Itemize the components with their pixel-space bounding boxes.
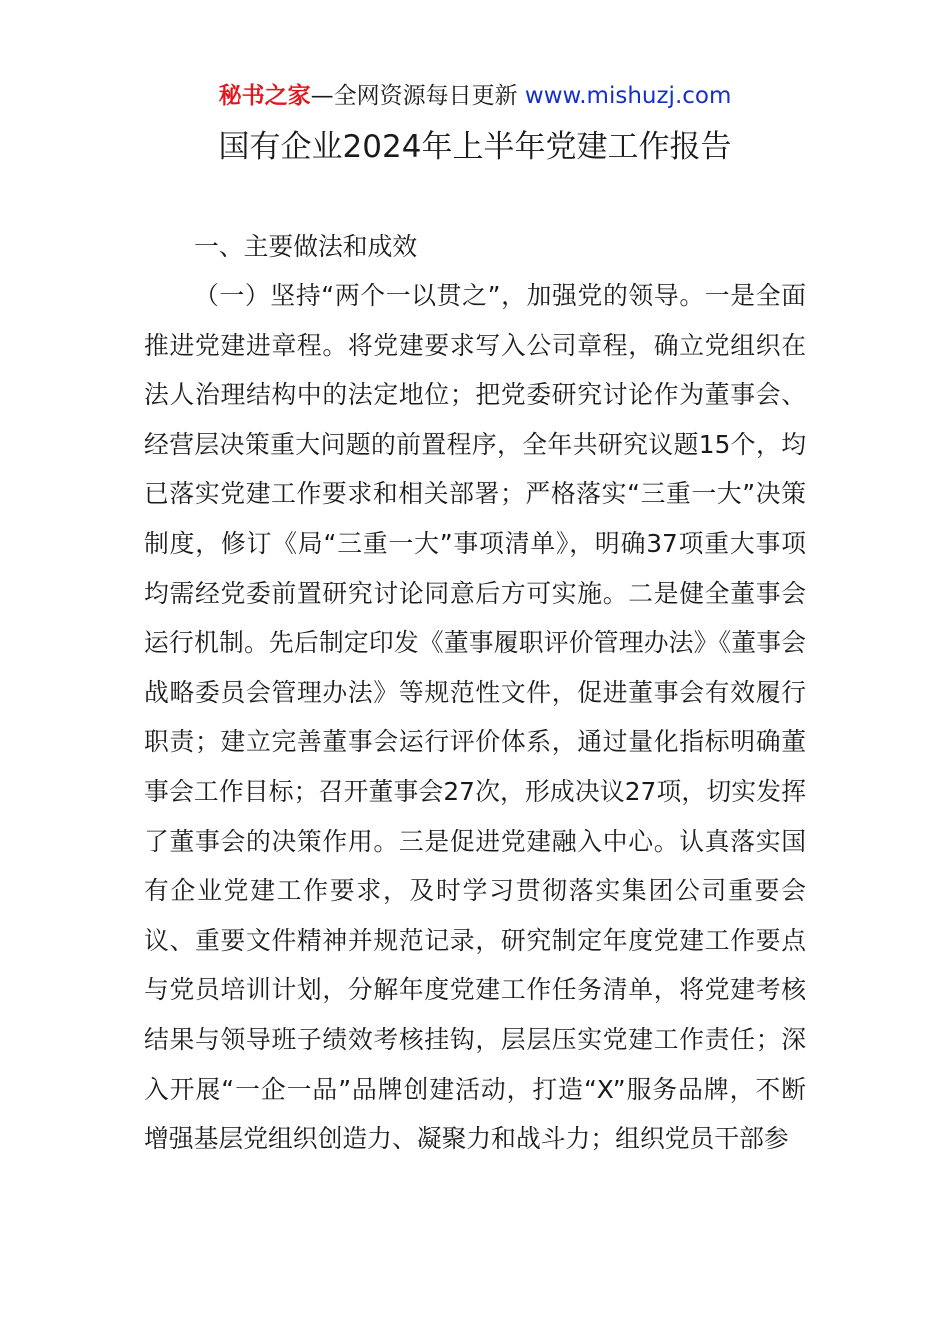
body-paragraph: （一）坚持“两个一以贯之”，加强党的领导。一是全面推进党建进章程。将党建要求写入公司章程，确立党组织在法人治理结构中的法定地位；把党委研究讨论作为董事会、经营层决策重大问题的前置程序，全年共研究议题15个，均已落实党建工作要求和相关部署；严格落实“三重一大”决策制度，修订《局“三重一大”事项清单》，明确37项重大事项均需经党委前置研究讨论同意后方可实施。二是健全董事会运行机制。先后制定印发《董事履职评价管理办法》《董事会战略委员会管理办法》等规范性文件，促进董事会有效履行职责；建立完善董事会运行评价体系，通过量化指标明确董事会工作目标；召开董事会27次，形成决议27项，切实发挥了董事会的决策作用。三是促进党建融入中心。认真落实国有企业党建工作要求，及时学习贯彻落实集团公司重要会议、重要文件精神并规范记录，研究制定年度党建工作要点与党员培训计划，分解年度党建工作任务清单，将党建考核结果与领导班子绩效考核挂钩，层层压实党建工作责任；深入开展“一企一品”品牌创建活动，打造“X”服务品牌，不断增强基层党组织创造力、凝聚力和战斗力；组织党员干部参 bbox=[144, 281, 806, 1154]
site-url-link[interactable]: www.mishuzj.com bbox=[524, 83, 732, 109]
site-brand: 秘书之家 bbox=[218, 83, 311, 109]
site-header bbox=[0, 80, 950, 112]
document-title: 国有企业2024年上半年党建工作报告 bbox=[218, 129, 732, 165]
section-heading: 一、主要做法和成效 bbox=[194, 232, 418, 261]
site-tagline: —全网资源每日更新 bbox=[310, 83, 525, 109]
